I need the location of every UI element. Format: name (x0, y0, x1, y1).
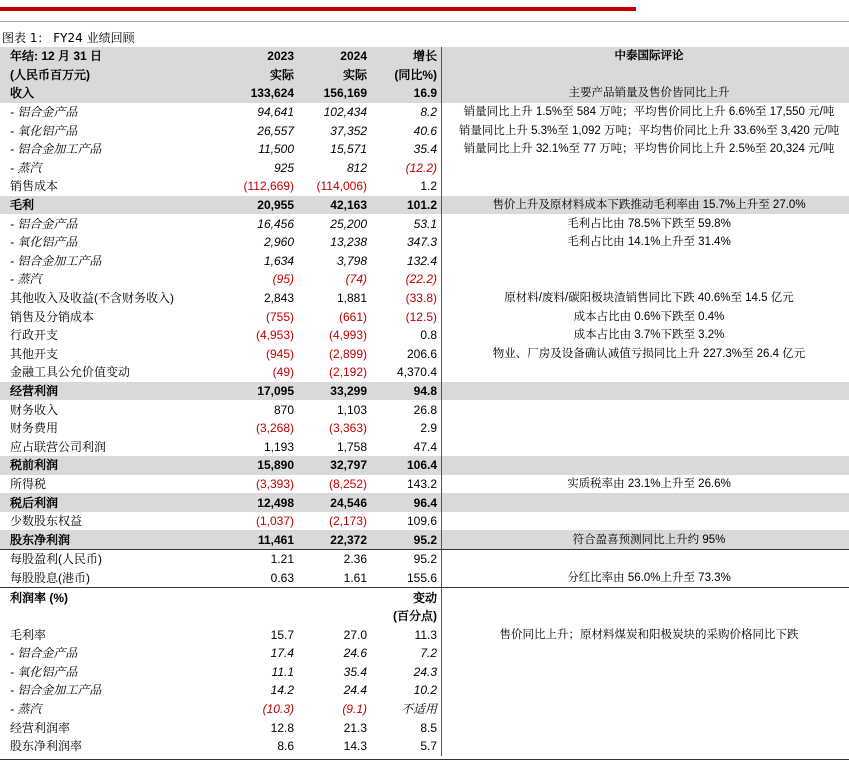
row-label: 每股股息(港币) (10, 570, 90, 585)
value-change: 94.8 (370, 382, 442, 401)
value-2023: 12,498 (224, 493, 297, 512)
value-2024: (4,993) (328, 328, 367, 343)
value-2024: 35.4 (343, 664, 367, 679)
value-2024: 24.6 (343, 646, 367, 661)
value-2023: 1.21 (224, 550, 297, 569)
row-comment (442, 177, 849, 196)
value-2023: 15,890 (224, 456, 297, 475)
value-2024: (3,363) (328, 421, 367, 436)
value-2023: 133,624 (224, 84, 297, 103)
table-row (0, 307, 849, 326)
margin-row (0, 718, 849, 737)
value-2023: 20,955 (224, 196, 297, 215)
value-change: 11.3 (414, 627, 437, 642)
table-row (0, 530, 849, 549)
margin-change-header: 变动 (370, 588, 442, 607)
row-label: 其他收入及收益(不含财务收入) (10, 291, 174, 306)
margin-row (0, 737, 849, 756)
row-label: 销售成本 (10, 179, 59, 194)
value-change: 53.1 (413, 216, 437, 231)
margin-row (0, 700, 849, 719)
row-comment (442, 363, 849, 382)
value-2023: 17,095 (224, 382, 297, 401)
row-label: - 蒸汽 (10, 272, 42, 287)
table-row (0, 512, 849, 531)
row-label: 少数股东权益 (10, 514, 83, 529)
value-change: 10.2 (413, 683, 437, 698)
value-2023: 1,634 (263, 253, 294, 268)
row-comment (442, 382, 849, 401)
row-comment: 物业、厂房及设备确认减值亏损同比上升 227.3%至 26.4 亿元 (442, 345, 849, 364)
row-label: 应占联营公司利润 (10, 439, 107, 454)
value-2023: (3,268) (255, 421, 294, 436)
value-2023: 15.7 (270, 627, 294, 642)
table-row (0, 382, 849, 401)
value-change: 101.2 (370, 196, 442, 215)
table-row (0, 456, 849, 475)
value-2024: (8,252) (328, 476, 367, 491)
row-comment: 销量同比上升 32.1%至 77 万吨；平均售价同比上升 2.5%至 20,324 元/吨 (442, 140, 849, 159)
value-change: (12.5) (405, 309, 437, 324)
value-2024: 14.3 (343, 739, 367, 754)
table-row (0, 289, 849, 308)
row-label: 股东净利润率 (10, 739, 83, 754)
value-2023: (112,669) (243, 179, 294, 194)
value-2024: (661) (338, 309, 367, 324)
value-2023: 11,461 (224, 530, 297, 549)
table-row (0, 419, 849, 438)
value-2023: (4,953) (255, 328, 294, 343)
row-comment (442, 663, 849, 682)
value-change: 96.4 (370, 493, 442, 512)
row-comment: 售价上升及原材料成本下跌推动毛利率由 15.7%上升至 27.0% (442, 196, 849, 215)
row-comment (442, 718, 849, 737)
table-row (0, 140, 849, 159)
value-change: 5.7 (420, 739, 437, 754)
row-comment (442, 456, 849, 475)
empty-cell (224, 607, 297, 626)
row-label: - 氧化铝产品 (10, 235, 78, 250)
margin-header-row (0, 607, 849, 626)
value-change: 95.2 (370, 530, 442, 549)
margin-row (0, 663, 849, 682)
header-cell: (人民币百万元) (0, 66, 224, 85)
row-label: - 铝合金加工产品 (10, 142, 102, 157)
empty-cell (297, 588, 370, 607)
row-comment: 实质税率由 23.1%上升至 26.6% (442, 475, 849, 494)
table-row (0, 121, 849, 140)
row-label: 税前利润 (0, 456, 224, 475)
row-label: 财务费用 (10, 421, 59, 436)
row-comment: 分红比率由 56.0%上升至 73.3% (442, 569, 849, 588)
value-change: 347.3 (406, 235, 437, 250)
value-2024: (74) (345, 272, 367, 287)
row-label: 其他开支 (10, 346, 59, 361)
row-comment (442, 512, 849, 531)
value-2023: (49) (272, 365, 294, 380)
value-2023: (3,393) (255, 476, 294, 491)
financial-table (0, 47, 849, 756)
row-label: - 蒸汽 (10, 160, 42, 175)
value-2023: 14.2 (270, 683, 294, 698)
value-2023: 11,500 (258, 142, 294, 157)
value-2023: 17.4 (270, 646, 294, 661)
margin-header-label: 利润率 (%) (0, 588, 224, 607)
row-label: 毛利率 (10, 627, 47, 642)
row-label: 所得税 (10, 476, 47, 491)
header-cell: 中泰国际评论 (442, 47, 849, 66)
row-label: - 铝合金产品 (10, 105, 78, 120)
value-2024: 33,299 (297, 382, 370, 401)
header-cell (442, 66, 849, 85)
row-comment (442, 270, 849, 289)
table-row (0, 493, 849, 512)
table-row (0, 345, 849, 364)
value-2024: 102,434 (323, 105, 367, 120)
value-2023: (1,037) (255, 514, 294, 529)
value-2024: 2.36 (297, 550, 370, 569)
value-change: 2.9 (420, 421, 437, 436)
value-2023: 16,456 (257, 216, 294, 231)
margin-change-unit: (百分点) (393, 609, 437, 624)
value-change: 7.2 (420, 646, 437, 661)
value-change: (22.2) (405, 272, 437, 287)
row-comment: 成本占比由 0.6%下跌至 0.4% (442, 307, 849, 326)
row-comment: 毛利占比由 78.5%下跌至 59.8% (442, 214, 849, 233)
header-row-2 (0, 66, 849, 85)
header-cell: (同比%) (370, 66, 442, 85)
row-label: - 铝合金加工产品 (10, 683, 102, 698)
value-2024: 21.3 (343, 720, 367, 735)
value-change: 4,370.4 (396, 365, 437, 380)
header-cell: 2023 (224, 47, 297, 66)
row-label: 销售及分销成本 (10, 309, 95, 324)
value-2023: 12.8 (270, 720, 294, 735)
value-2023: 2,843 (263, 291, 294, 306)
row-label: - 铝合金产品 (10, 216, 78, 231)
empty-cell (442, 588, 849, 607)
value-2023: 8.6 (277, 739, 294, 754)
value-2024: 1,103 (336, 402, 367, 417)
value-change: 143.2 (406, 476, 437, 491)
table-row (0, 103, 849, 122)
value-2023: 11.1 (271, 664, 294, 679)
table-row (0, 196, 849, 215)
row-comment: 售价同比上升；原材料煤炭和阳极炭块的采购价格同比下跌 (442, 625, 849, 644)
value-2024: 1,881 (336, 291, 367, 306)
row-comment: 成本占比由 3.7%下跌至 3.2% (442, 326, 849, 345)
row-comment (442, 700, 849, 719)
value-2023: 26,557 (257, 123, 294, 138)
table-row (0, 233, 849, 252)
value-2023: (95) (272, 272, 294, 287)
bottom-divider (0, 759, 849, 760)
value-2024: 27.0 (343, 627, 367, 642)
value-change: 47.4 (413, 439, 437, 454)
margin-row (0, 625, 849, 644)
table-row (0, 270, 849, 289)
value-2024: 13,238 (330, 235, 367, 250)
header-cell: 实际 (224, 66, 297, 85)
value-2024: (2,899) (328, 346, 367, 361)
row-label: 行政开支 (10, 328, 59, 343)
row-comment: 主要产品销量及售价皆同比上升 (442, 84, 849, 103)
value-2024: (114,006) (316, 179, 367, 194)
value-2023: 0.63 (270, 570, 294, 585)
row-label: - 氧化铝产品 (10, 123, 78, 138)
row-comment (442, 737, 849, 756)
table-row (0, 177, 849, 196)
figure-title: 图表 1： FY24 业绩回顾 (2, 31, 135, 45)
header-cell: 实际 (297, 66, 370, 85)
value-change: 8.2 (420, 105, 437, 120)
row-comment: 销量同比上升 1.5%至 584 万吨；平均售价同比上升 6.6%至 17,550 元/吨 (442, 103, 849, 122)
value-2024: 156,169 (297, 84, 370, 103)
row-label: 税后利润 (0, 493, 224, 512)
row-label: - 蒸汽 (10, 702, 42, 717)
table-row (0, 400, 849, 419)
value-2023: 94,641 (257, 105, 294, 120)
value-change: 1.2 (420, 179, 437, 194)
row-comment: 销量同比上升 5.3%至 1,092 万吨；平均售价同比上升 33.6%至 3,420 元/吨 (442, 121, 849, 140)
table-row (0, 84, 849, 103)
top-accent-bar (0, 7, 636, 11)
row-label: 股东净利润 (0, 530, 224, 549)
row-comment (442, 400, 849, 419)
empty-cell (0, 607, 224, 626)
table-row (0, 252, 849, 271)
row-comment (442, 550, 849, 569)
row-comment (442, 681, 849, 700)
value-2023: (755) (265, 309, 294, 324)
table-row (0, 326, 849, 345)
row-label: 每股盈利(人民币) (0, 550, 224, 569)
table-row (0, 475, 849, 494)
value-2024: 32,797 (297, 456, 370, 475)
margin-row (0, 681, 849, 700)
row-label: 财务收入 (10, 402, 59, 417)
value-change: (12.2) (405, 160, 437, 175)
empty-cell (224, 588, 297, 607)
header-cell: 2024 (297, 47, 370, 66)
row-comment (442, 419, 849, 438)
value-change: 206.6 (406, 346, 437, 361)
row-label: - 铝合金加工产品 (10, 253, 102, 268)
row-comment (442, 437, 849, 456)
header-cell: 年结: 12 月 31 日 (0, 47, 224, 66)
value-2024: (9.1) (342, 702, 367, 717)
row-comment: 符合盈喜预测同比上升约 95% (442, 530, 849, 549)
value-change: 106.4 (370, 456, 442, 475)
row-comment: 毛利占比由 14.1%上升至 31.4% (442, 233, 849, 252)
row-label: 毛利 (0, 196, 224, 215)
table-row (0, 550, 849, 569)
empty-cell (442, 607, 849, 626)
value-2023: 870 (273, 402, 294, 417)
value-2024: 1,758 (336, 439, 367, 454)
table-row (0, 437, 849, 456)
margin-header-row (0, 588, 849, 607)
top-divider (0, 21, 849, 22)
value-2023: 1,193 (263, 439, 294, 454)
row-comment: 原材料/废料/碳阳极块渣销售同比下跌 40.6%至 14.5 亿元 (442, 289, 849, 308)
row-comment (442, 644, 849, 663)
row-label: - 铝合金产品 (10, 646, 78, 661)
value-2024: (2,173) (328, 514, 367, 529)
value-change: 不适用 (400, 702, 437, 717)
value-2024: 812 (346, 160, 367, 175)
table-row (0, 159, 849, 178)
value-change: 16.9 (370, 84, 442, 103)
value-change: 35.4 (413, 142, 437, 157)
value-change: (33.8) (405, 291, 437, 306)
value-change: 109.6 (406, 514, 437, 529)
header-cell: 增长 (370, 47, 442, 66)
value-2024: 25,200 (330, 216, 367, 231)
row-label: 金融工具公允价值变动 (10, 365, 131, 380)
table-row (0, 214, 849, 233)
value-2024: 15,571 (330, 142, 367, 157)
value-2023: 925 (273, 160, 294, 175)
value-2024: 24,546 (297, 493, 370, 512)
row-label: 经营利润 (0, 382, 224, 401)
value-change: 155.6 (406, 570, 437, 585)
value-2024: 3,798 (336, 253, 367, 268)
table-row (0, 363, 849, 382)
value-change: 24.3 (413, 664, 437, 679)
row-comment (442, 252, 849, 271)
value-2024: 37,352 (330, 123, 367, 138)
row-label: 收入 (0, 84, 224, 103)
value-2024: 42,163 (297, 196, 370, 215)
header-row-1 (0, 47, 849, 66)
value-2024: 24.4 (343, 683, 367, 698)
empty-cell (297, 607, 370, 626)
value-2023: (10.3) (262, 702, 294, 717)
value-change: 8.5 (420, 720, 437, 735)
row-label: - 氧化铝产品 (10, 664, 78, 679)
value-2023: (945) (265, 346, 294, 361)
value-2024: (2,192) (328, 365, 367, 380)
row-label: 经营利润率 (10, 720, 71, 735)
value-change: 26.8 (413, 402, 437, 417)
table-row (0, 569, 849, 588)
margin-row (0, 644, 849, 663)
value-change: 95.2 (370, 550, 442, 569)
value-2024: 1.61 (343, 570, 367, 585)
value-change: 0.8 (420, 328, 437, 343)
value-2023: 2,960 (263, 235, 294, 250)
row-comment (442, 493, 849, 512)
value-change: 132.4 (406, 253, 437, 268)
row-comment (442, 159, 849, 178)
value-change: 40.6 (413, 123, 437, 138)
value-2024: 22,372 (297, 530, 370, 549)
